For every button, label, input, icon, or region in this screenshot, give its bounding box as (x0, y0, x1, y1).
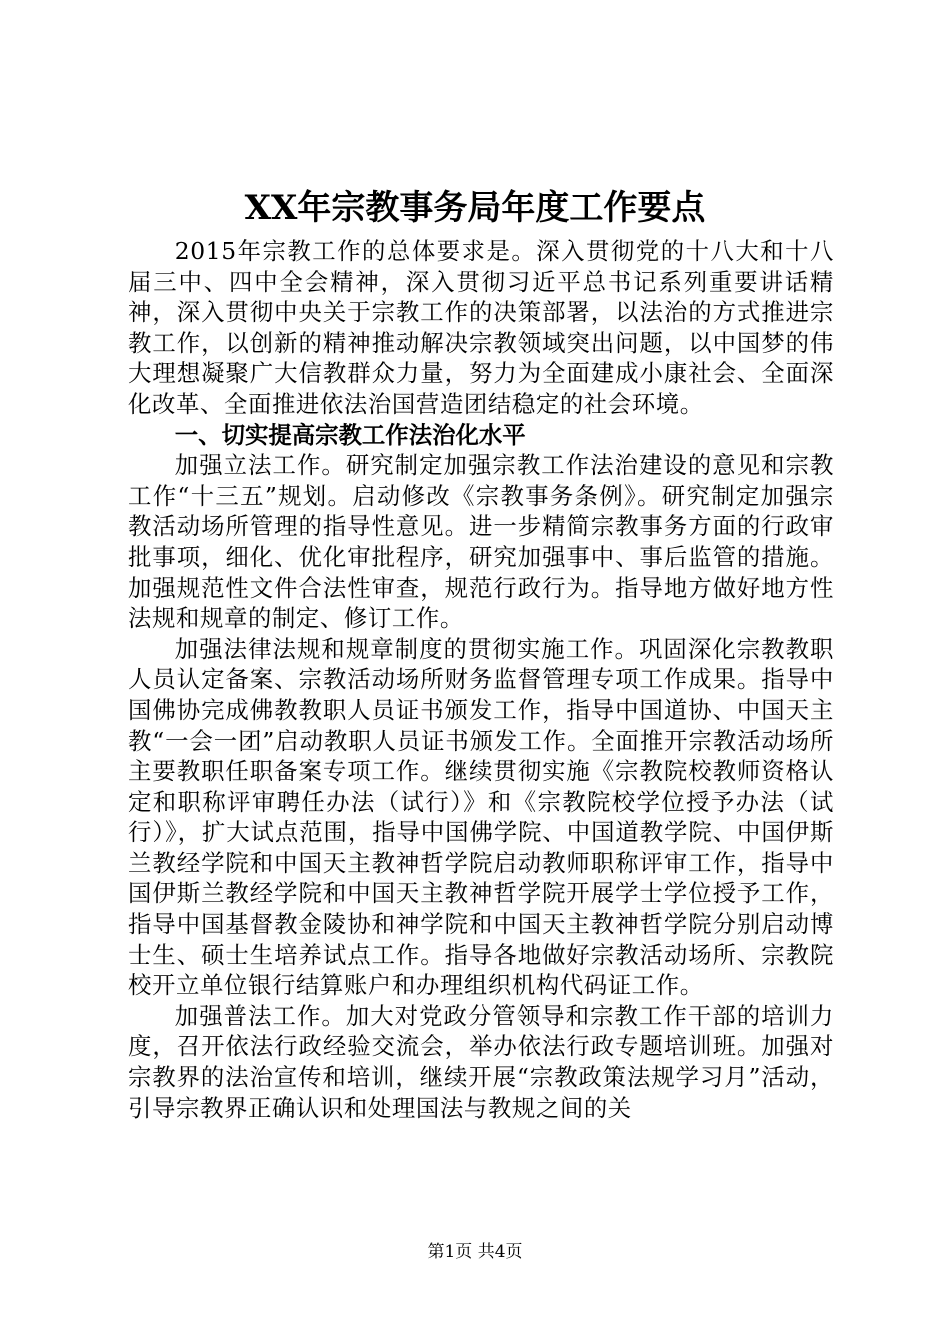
page-footer: 第1页 共4页 (427, 1242, 523, 1262)
document-body (128, 236, 834, 1123)
document-title: XX年宗教事务局年度工作要点 (244, 188, 706, 228)
implementation-paragraph: 加强法律法规和规章制度的贯彻实施工作。巩固深化宗教教职人员认定备案、宗教活动场所财务监督管理专项工作成果。指导中国佛协完成佛教教职人员证书颁发工作，指导中国道协、中国天主教“一会一团”启动教职人员证书颁发工作。全面推开宗教活动场所主要教职任职备案专项工作。继续贯彻实施《宗教院校教师资格认定和职称评审聘任办法（试行）》和《宗教院校学位授予办法（试行）》，扩大试点范围，指导中国佛学院、中国道教学院、中国伊斯兰教经学院和中国天主教神哲学院启动教师职称评审工作，指导中国伊斯兰教经学院和中国天主教神哲学院开展学士学位授予工作，指导中国基督教金陵协和神学院和中国天主教神哲学院分别启动博士生、硕士生培养试点工作。指导各地做好宗教活动场所、宗教院校开立单位银行结算账户和办理组织机构代码证工作。 (128, 634, 834, 1000)
intro-paragraph: 2015年宗教工作的总体要求是。深入贯彻党的十八大和十八届三中、四中全会精神，深入贯彻习近平总书记系列重要讲话精神，深入贯彻中央关于宗教工作的决策部署，以法治的方式推进宗教工作，以创新的精神推动解决宗教领域突出问题，以中国梦的伟大理想凝聚广大信教群众力量，努力为全面建成小康社会、全面深化改革、全面推进依法治国营造团结稳定的社会环境。 (128, 237, 834, 418)
legal-education-paragraph: 加强普法工作。加大对党政分管领导和宗教工作干部的培训力度，召开依法行政经验交流会，举办依法行政专题培训班。加强对宗教界的法治宣传和培训，继续开展“宗教政策法规学习月”活动，引导宗教界正确认识和处理国法与教规之间的关 (128, 1001, 834, 1122)
section-heading-1: 一、切实提高宗教工作法治化水平 (174, 420, 526, 449)
legislation-paragraph: 加强立法工作。研究制定加强宗教工作法治建设的意见和宗教工作“十三五”规划。启动修改《宗教事务条例》。研究制定加强宗教活动场所管理的指导性意见。进一步精简宗教事务方面的行政审批事项，细化、优化审批程序，研究加强事中、事后监管的措施。加强规范性文件合法性审查，规范行政行为。指导地方做好地方性法规和规章的制定、修订工作。 (128, 451, 834, 633)
